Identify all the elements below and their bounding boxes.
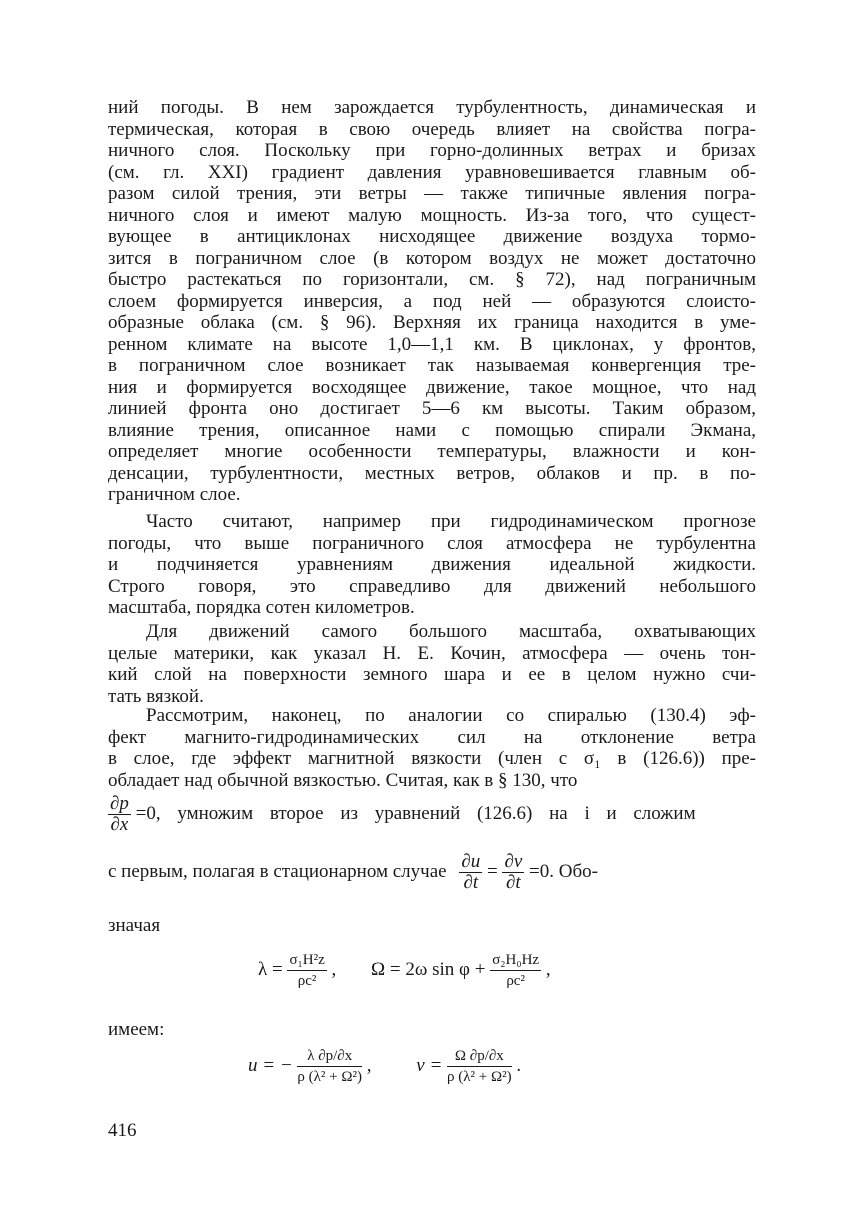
text-line: фект магнито-гидродинамических сил на отклонение ветра xyxy=(108,726,756,748)
text-line: масштаба, порядка сотен километров. xyxy=(108,597,415,618)
fraction-omega xyxy=(490,950,541,991)
fraction-dv-dt xyxy=(502,852,524,893)
equation-text-after: =0. Обо- xyxy=(529,860,598,882)
fraction-denominator: ∂t xyxy=(463,872,479,893)
fraction-numerator: ∂v xyxy=(504,851,523,872)
text-line: ничного слоя и имеют малую мощность. Из-за того, что сущест- xyxy=(108,204,756,226)
omega-lhs: Ω = 2ω sin φ + xyxy=(371,958,486,980)
equation-line-dpdx xyxy=(108,794,696,835)
fraction-du-dt xyxy=(459,852,482,893)
fraction-denominator: ρc² xyxy=(297,973,317,989)
comma: , xyxy=(331,958,337,980)
text-line: Рассмотрим, наконец, по аналогии со спиралью (130.4) эф- xyxy=(146,705,756,726)
fraction-denominator: ∂x xyxy=(110,814,129,835)
fraction-lambda xyxy=(287,950,326,991)
text-line: слоем формируется инверсия, а под ней — образуются слоисто- xyxy=(108,290,756,312)
page-number: 416 xyxy=(108,1120,137,1141)
equation-text: =0, умножим второе из уравнений (126.6) на i и сложим xyxy=(135,802,696,824)
fraction-u xyxy=(297,1046,362,1087)
text-line: вующее в антициклонах нисходящее движение воздуха тормо- xyxy=(108,226,756,247)
fraction-numerator: σ₂H₀Hz xyxy=(490,950,541,971)
text-line: ренном климате на высоте 1,0—1,1 км. В циклонах, у фронтов, xyxy=(108,333,756,355)
text-line: погоды, что выше пограничного слоя атмосфера не турбулентна xyxy=(108,532,756,554)
equation-text-before: с первым, полагая в стационарном случае xyxy=(108,860,447,882)
formula-lambda-omega xyxy=(258,950,551,991)
fraction-numerator: λ ∂p/∂x xyxy=(297,1046,362,1067)
text-line: образные облака (см. § 96). Верхняя их граница находится в уме- xyxy=(108,312,756,333)
equals-sign: = xyxy=(486,860,498,882)
end-period: . xyxy=(516,1054,522,1076)
text-line: ния и формируется восходящее движение, такое мощное, что над xyxy=(108,376,756,398)
separator-comma: , xyxy=(366,1054,372,1076)
text-line: ний погоды. В нем зарождается турбулентность, динамическая и xyxy=(108,97,756,118)
text-line: определяет многие особенности температуры, влажности и кон- xyxy=(108,441,756,462)
equation-line-stationary xyxy=(108,852,598,893)
text-line: и подчиняется уравнениям движения идеальной жидкости. xyxy=(108,554,756,575)
fraction-numerator: σ₁H²z xyxy=(287,950,326,971)
text-line: Часто считают, например при гидродинамическом прогнозе xyxy=(146,511,756,532)
text-line: (см. гл. XXI) градиент давления уравновешивается главным об- xyxy=(108,161,756,183)
fraction-numerator: Ω ∂p/∂x xyxy=(447,1046,512,1067)
text-line: тать вязкой. xyxy=(108,685,204,707)
fraction-numerator: ∂p xyxy=(110,793,129,814)
fraction-denominator: ρc² xyxy=(506,973,525,989)
text-line: ничного слоя. Поскольку при горно-долинных ветрах и бризах xyxy=(108,140,756,161)
v-lhs: v = xyxy=(416,1054,443,1076)
word-oboznachaya: значая xyxy=(108,915,161,936)
end-comma: , xyxy=(545,958,551,980)
text-line: Строго говоря, это справедливо для движений небольшого xyxy=(108,575,756,597)
fraction-dp-dx xyxy=(108,794,131,835)
text-line: влияние трения, описанное нами с помощью спирали Экмана, xyxy=(108,419,756,441)
fraction-denominator: ρ (λ² + Ω²) xyxy=(447,1069,512,1085)
fraction-numerator: ∂u xyxy=(461,851,481,872)
text-line: кий слой на поверхности земного шара и ее в целом нужно счи- xyxy=(108,664,756,685)
formula-u-v xyxy=(248,1046,521,1087)
fraction-denominator: ∂t xyxy=(506,872,521,893)
text-line: разом силой трения, эти ветры — также типичные явления погра- xyxy=(108,183,756,204)
text-line: быстро растекаться по горизонтали, см. § 72), над пограничным xyxy=(108,269,756,290)
text-line: целые материки, как указал Н. Е. Кочин, атмосфера — очень тон- xyxy=(108,642,756,664)
text-line: денсации, турбулентности, местных ветров, облаков и пр. в по- xyxy=(108,462,756,484)
text-line: в слое, где эффект магнитной вязкости (член с σ₁ в (126.6)) пре- xyxy=(108,748,756,769)
u-lhs: u = − xyxy=(248,1054,293,1076)
fraction-denominator: ρ (λ² + Ω²) xyxy=(297,1069,363,1085)
text-line: граничном слое. xyxy=(108,484,241,505)
text-line: термическая, которая в свою очередь влияет на свойства погра- xyxy=(108,118,756,140)
lambda-lhs: λ = xyxy=(258,958,283,980)
text-line: линией фронта оно достигает 5—6 км высоты. Таким образом, xyxy=(108,398,756,419)
text-line: Для движений самого большого масштаба, охватывающих xyxy=(146,621,756,642)
text-line: обладает над обычной вязкостью. Считая, как в § 130, что xyxy=(108,769,578,791)
text-line: зится в пограничном слое (в котором воздух не может достаточно xyxy=(108,247,756,269)
fraction-v xyxy=(447,1046,512,1087)
text-line: в пограничном слое возникает так называемая конвергенция тре- xyxy=(108,355,756,376)
word-imeem: имеем: xyxy=(108,1019,165,1040)
